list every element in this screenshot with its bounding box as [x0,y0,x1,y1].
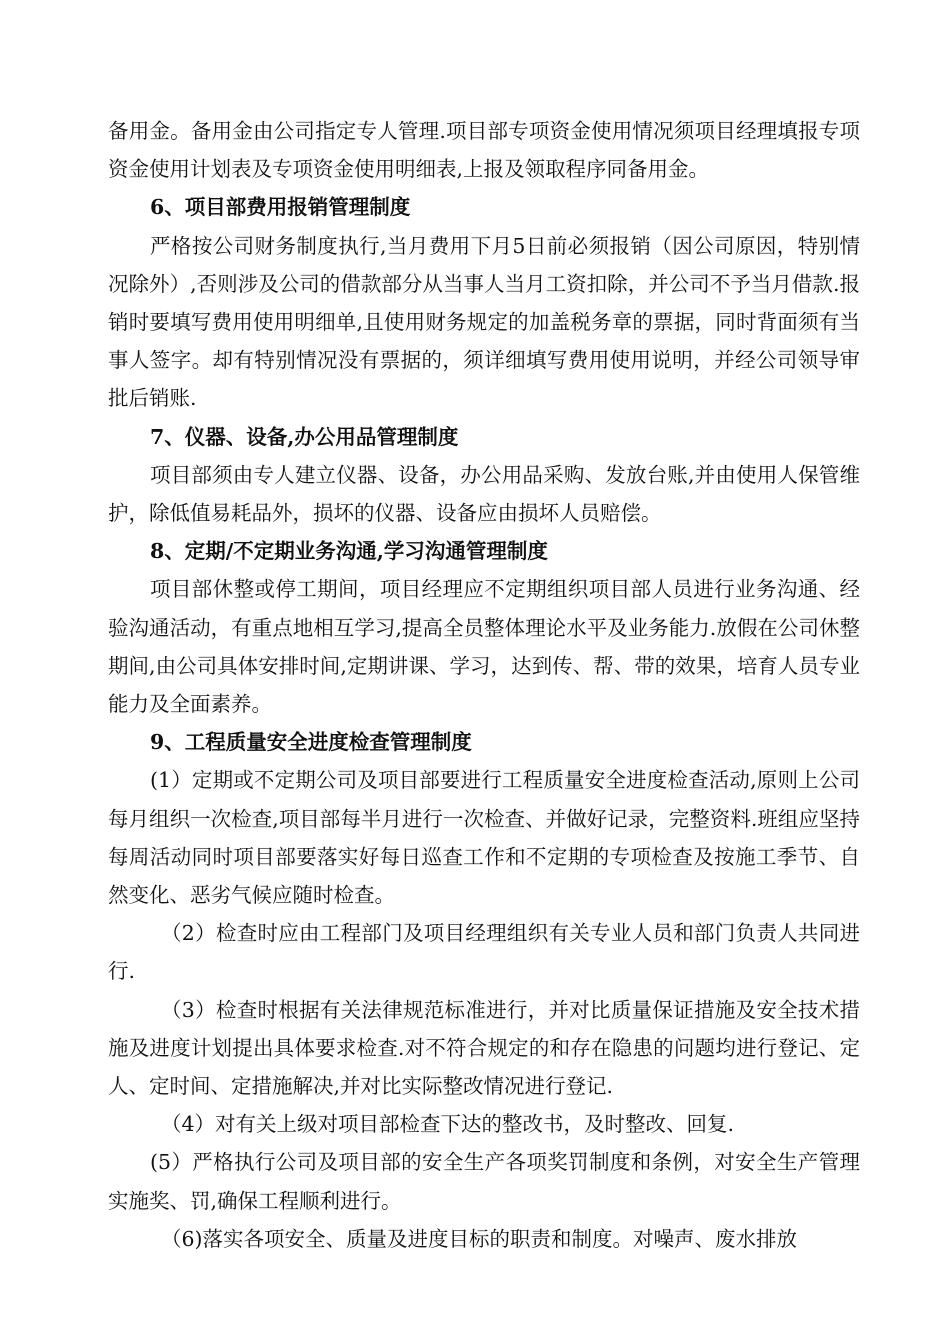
paragraph-inspection-item-1: (1）定期或不定期公司及项目部要进行工程质量安全进度检查活动,原则上公司每月组织一次检查,项目部每半月进行一次检查、并做好记录，完整资料.班组应坚持每周活动同时项目部要落实好每日巡查工作和不定期的专项检查及按施工季节、自然变化、恶劣气候应随时检查。 [108,768,860,908]
paragraph-expense-reimbursement: 严格按公司财务制度执行,当月费用下月5日前必须报销（因公司原因，特别情况除外）,否则涉及公司的借款部分从当事人当月工资扣除，并公司不予当月借款.报销时要填写费用使用明细单,且使用财务规定的加盖税务章的票据，同时背面须有当事人签字。却有特别情况没有票据的，须详细填写费用使用说明，并经公司领导审批后销账. [108,233,860,411]
heading-business-communication: 8、定期/不定期业务沟通,学习沟通管理制度 [150,539,548,564]
paragraph-business-communication: 项目部休整或停工期间，项目经理应不定期组织项目部人员进行业务沟通、经验沟通活动，有重点地相互学习,提高全员整体理论水平及业务能力.放假在公司休整期间,由公司具体安排时间,定期讲课、学习，达到传、帮、带的效果，培育人员专业能力及全面素养。 [108,577,860,717]
heading-quality-safety-inspection: 9、工程质量安全进度检查管理制度 [150,730,472,755]
paragraph-inspection-item-3: （3）检查时根据有关法律规范标准进行，并对比质量保证措施及安全技术措施及进度计划提出具体要求检查.对不符合规定的和存在隐患的问题均进行登记、定人、定时间、定措施解决,并对比实际整改情况进行登记. [108,997,860,1099]
paragraph-inspection-item-6: （6)落实各项安全、质量及进度目标的职责和制度。对噪声、废水排放 [161,1226,798,1251]
heading-expense-reimbursement: 6、项目部费用报销管理制度 [150,195,411,220]
paragraph-inspection-item-4: （4）对有关上级对项目部检查下达的整改书，及时整改、回复. [161,1112,735,1137]
paragraph-equipment-management: 项目部须由专人建立仪器、设备，办公用品采购、发放台账,并由使用人保管维护，除低值易耗品外，损坏的仪器、设备应由损坏人员赔偿。 [108,462,860,526]
paragraph-inspection-item-2: （2）检查时应由工程部门及项目经理组织有关专业人员和部门负责人共同进行. [108,921,860,984]
paragraph-inspection-item-5: (5）严格执行公司及项目部的安全生产各项奖罚制度和条例，对安全生产管理实施奖、罚,确保工程顺利进行。 [108,1150,860,1213]
document-body [108,112,860,1258]
paragraph-reserve-fund: 备用金。备用金由公司指定专人管理.项目部专项资金使用情况须项目经理填报专项资金使用计划表及专项资金使用明细表,上报及领取程序同备用金。 [108,119,860,182]
heading-equipment-management: 7、仪器、设备,办公用品管理制度 [150,424,459,449]
